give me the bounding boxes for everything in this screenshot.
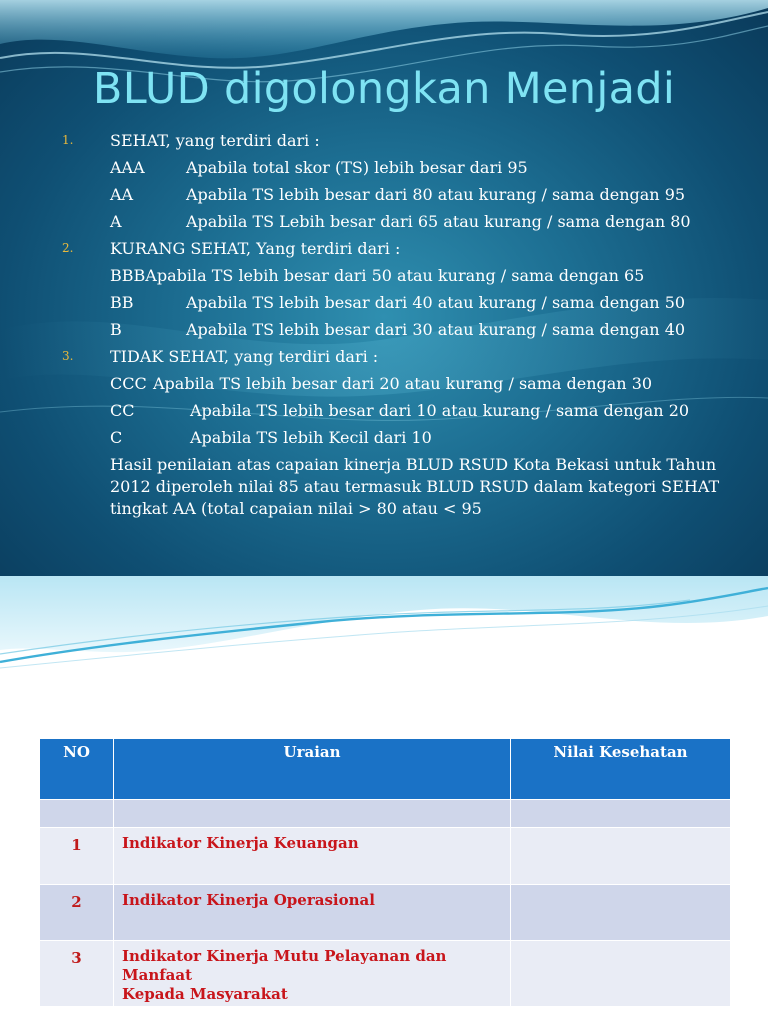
row-nilai (511, 941, 731, 1007)
grade-description: Apabila TS lebih besar dari 50 atau kurang / sama dengan 65 (145, 266, 645, 285)
row-number: 1 (40, 828, 114, 885)
row-uraian: Indikator Kinerja Keuangan (114, 828, 511, 885)
section-heading-sehat (0, 131, 768, 158)
row-uraian-line: Indikator Kinerja Mutu Pelayanan dan Manfaat (122, 947, 447, 984)
category-label: SEHAT (110, 131, 166, 150)
table-row (40, 885, 731, 941)
grade-row (0, 401, 768, 428)
grade-row (0, 293, 768, 320)
list-number: 2. (62, 241, 74, 255)
table-row (40, 828, 731, 885)
row-number (40, 800, 114, 828)
row-number: 2 (40, 885, 114, 941)
grade-code: BB (110, 293, 134, 312)
slide-2 (0, 576, 768, 1024)
grade-row (0, 428, 768, 455)
table-row (40, 941, 731, 1007)
section-heading-kurang-sehat (0, 239, 768, 266)
grade-code: CC (110, 401, 135, 420)
grade-description: Apabila total skor (TS) lebih besar dari 95 (186, 158, 528, 177)
grade-description: Apabila TS lebih besar dari 80 atau kurang / sama dengan 95 (186, 185, 686, 204)
column-header-uraian: Uraian (114, 739, 511, 800)
grade-code: C (110, 428, 123, 447)
grade-code: AAA (110, 158, 145, 177)
row-nilai (511, 828, 731, 885)
row-nilai (511, 800, 731, 828)
row-uraian (114, 941, 511, 1007)
column-header-no: NO (40, 739, 114, 800)
grade-description: Apabila TS lebih besar dari 30 atau kurang / sama dengan 40 (186, 320, 686, 339)
table-row (40, 800, 731, 828)
section-heading-tidak-sehat (0, 347, 768, 374)
category-suffix: , yang terdiri dari : (165, 131, 320, 150)
row-uraian (114, 800, 511, 828)
grade-description: Apabila TS lebih besar dari 20 atau kurang / sama dengan 30 (153, 374, 653, 393)
grade-row (0, 320, 768, 347)
category-label: TIDAK SEHAT (110, 347, 225, 366)
row-uraian: Indikator Kinerja Operasional (114, 885, 511, 941)
grade-row (0, 374, 768, 401)
row-number: 3 (40, 941, 114, 1007)
grade-row (0, 185, 768, 212)
column-header-nilai-kesehatan: Nilai Kesehatan (511, 739, 731, 800)
grade-code: AA (110, 185, 134, 204)
grade-code: BBB (110, 266, 146, 285)
grade-description: Apabila TS Lebih besar dari 65 atau kurang / sama dengan 80 (186, 212, 691, 231)
grade-row (0, 212, 768, 239)
list-number: 3. (62, 349, 74, 363)
grade-code: CCC (110, 374, 147, 393)
grade-description: Apabila TS lebih Kecil dari 10 (190, 428, 432, 447)
grade-description: Apabila TS lebih besar dari 10 atau kurang / sama dengan 20 (190, 401, 690, 420)
row-uraian-line: Kepada Masyarakat (122, 985, 288, 1003)
list-number: 1. (62, 133, 74, 147)
slide-title: BLUD digolongkan Menjadi (92, 64, 676, 114)
table-header-row (40, 739, 731, 800)
health-score-table (39, 738, 731, 1007)
category-suffix: , yang terdiri dari : (224, 347, 379, 366)
category-label: KURANG SEHAT (110, 239, 246, 258)
grade-code: A (110, 212, 122, 231)
grade-code: B (110, 320, 122, 339)
wave-decoration-bottom (0, 576, 768, 686)
grade-description: Apabila TS lebih besar dari 40 atau kurang / sama dengan 50 (186, 293, 686, 312)
row-nilai (511, 885, 731, 941)
grade-row (0, 158, 768, 185)
category-suffix: , Yang terdiri dari : (245, 239, 401, 258)
conclusion-paragraph: Hasil penilaian atas capaian kinerja BLUD RSUD Kota Bekasi untuk Tahun 2012 diperoleh nilai 85 atau termasuk BLUD RSUD dalam kategori SEHAT tingkat AA (total capaian nilai > 80 atau < 95 (110, 455, 720, 518)
grade-row (0, 266, 768, 293)
